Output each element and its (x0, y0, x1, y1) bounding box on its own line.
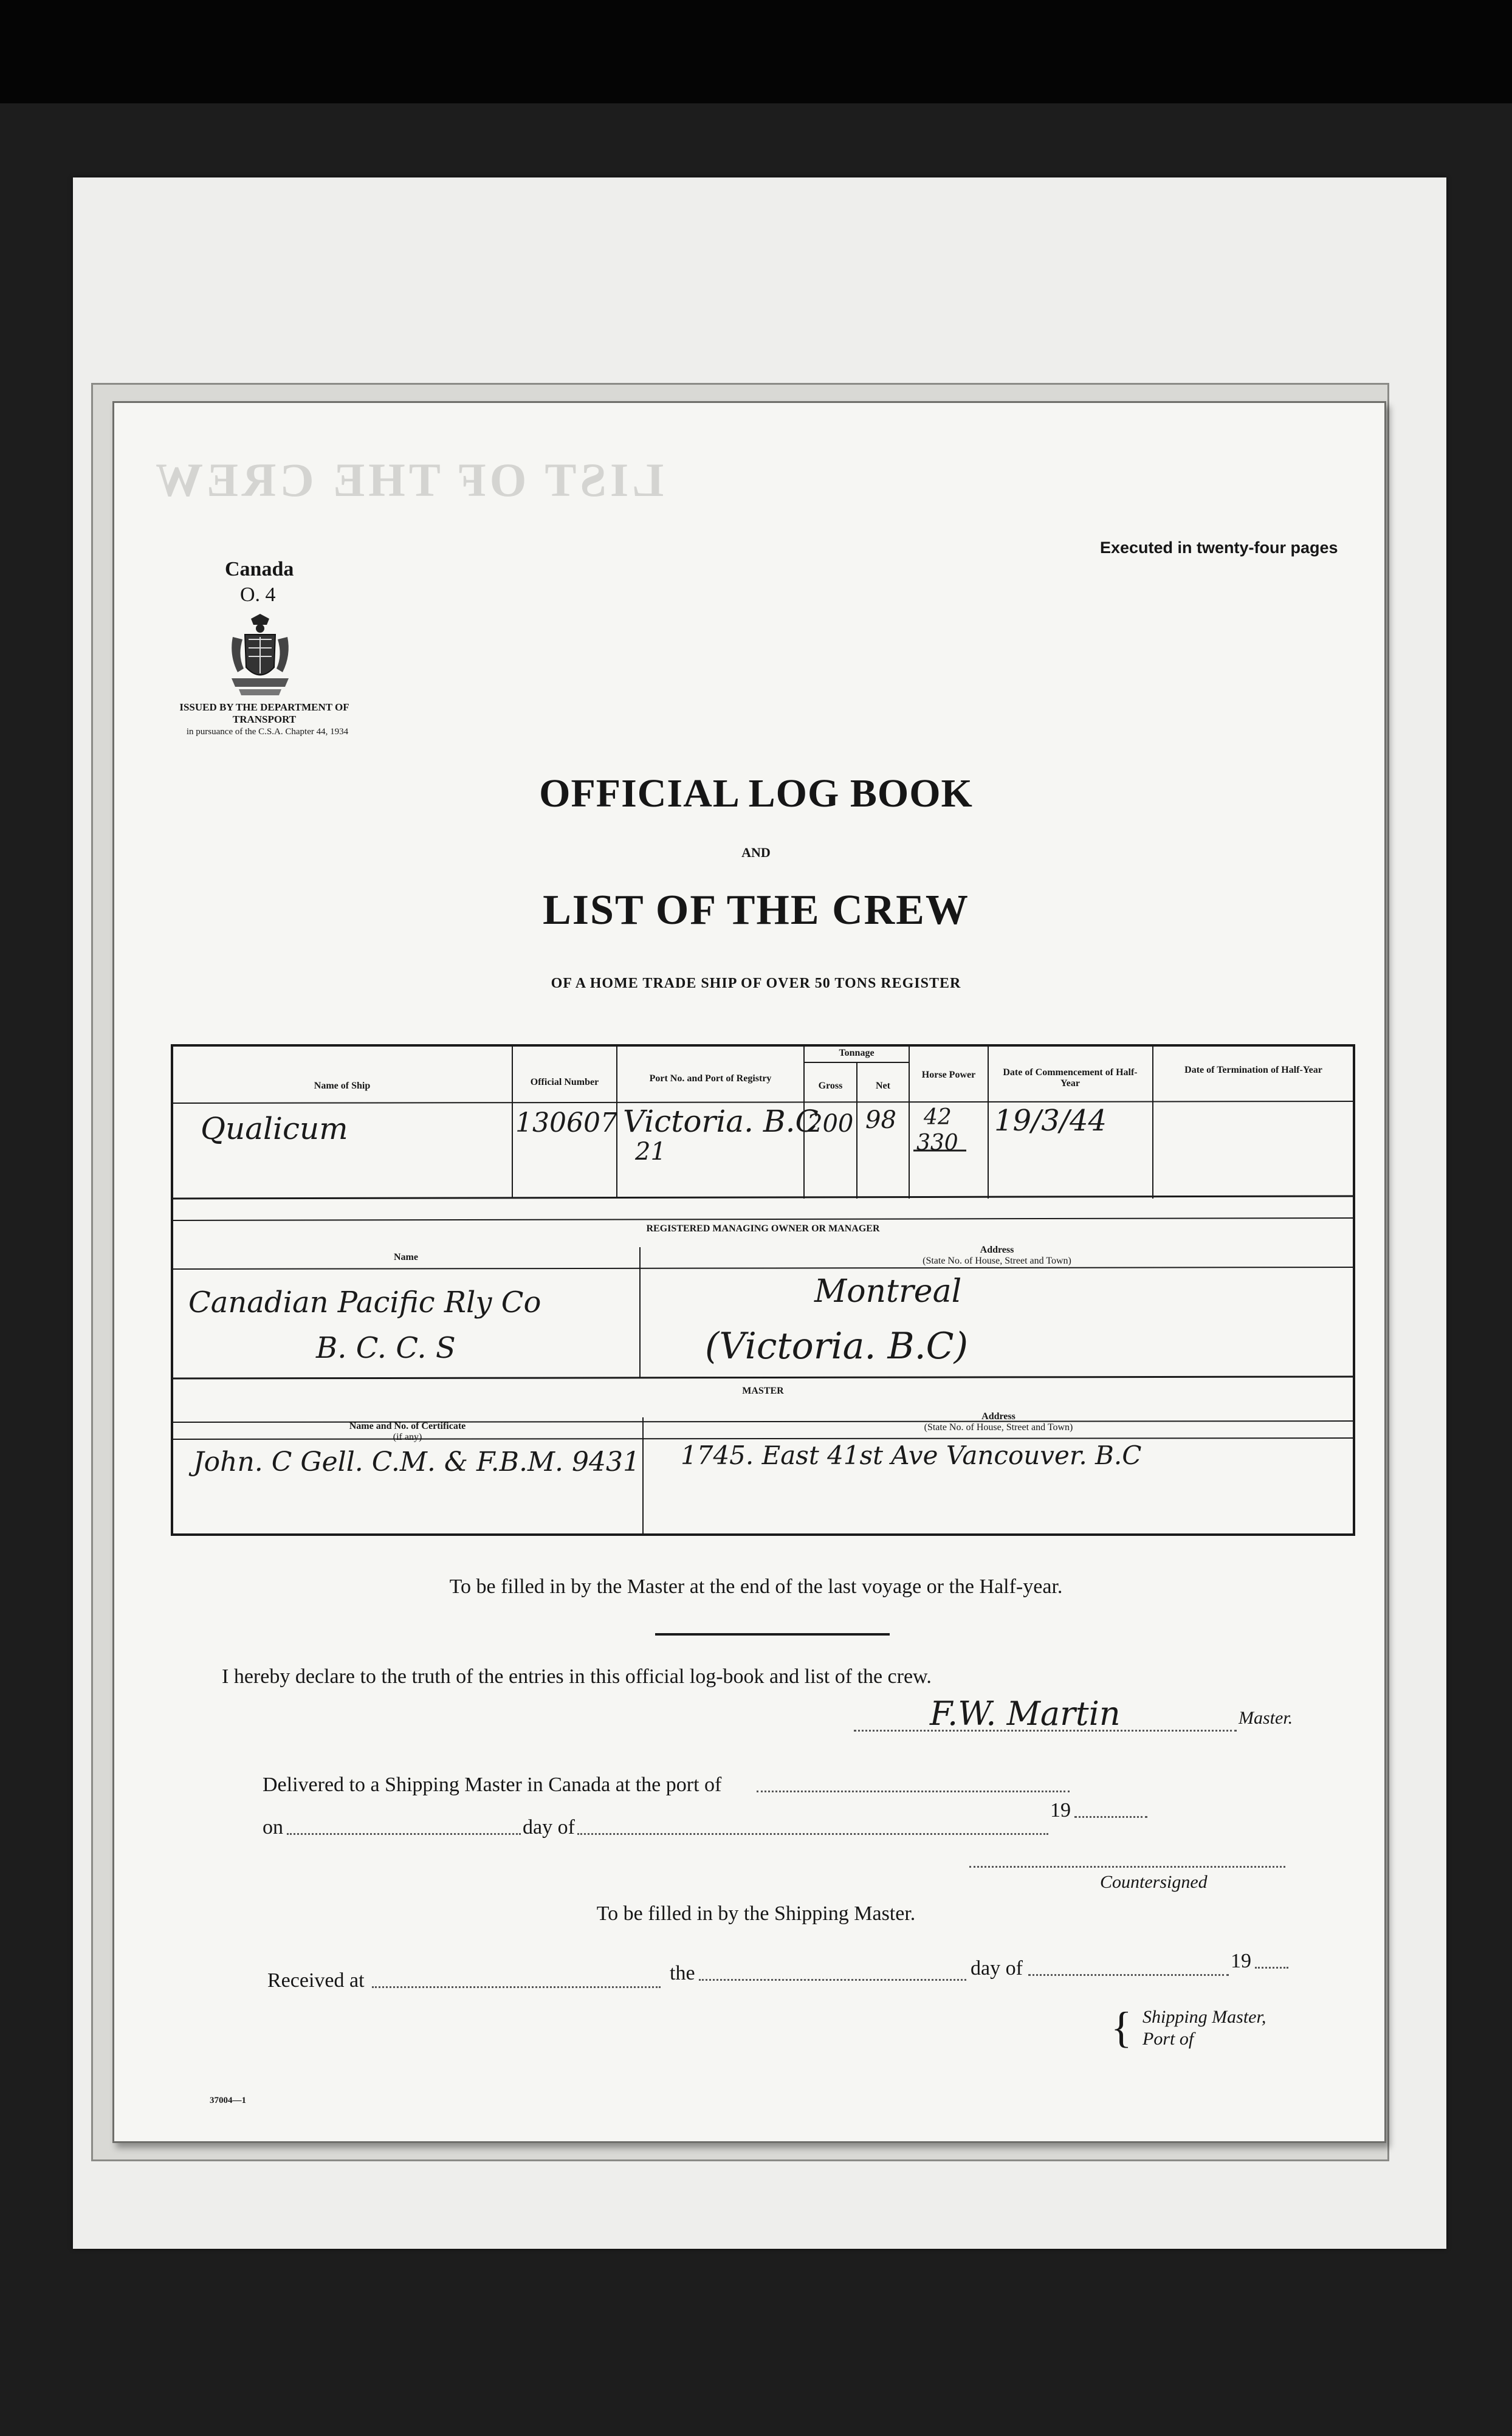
page-subtitle: LIST OF THE CREW (543, 887, 969, 934)
header-net: Net (876, 1081, 890, 1091)
master-name-value: John. C Gell. C.M. & F.B.M. 9431 (193, 1447, 640, 1478)
delivered-label: Delivered to a Shipping Master in Canada at the port of (263, 1774, 722, 1796)
header-port-of-registry: Port No. and Port of Registry (649, 1073, 772, 1084)
form-number: O. 4 (240, 583, 276, 606)
master-address-sublabel: (State No. of House, Street and Town) (924, 1422, 1073, 1433)
horse-power-bottom-value: 330 (916, 1130, 958, 1155)
master-address-value: 1745. East 41st Ave Vancouver. B.C (681, 1440, 1142, 1470)
header-horse-power: Horse Power (921, 1070, 976, 1080)
declaration-text: I hereby declare to the truth of the entries in this official log-book and list of the crew. (222, 1665, 932, 1688)
owner-name-value-2: B. C. C. S (316, 1331, 456, 1365)
day-of-line (577, 1833, 1048, 1835)
owner-address-sublabel: (State No. of House, Street and Town) (923, 1256, 1071, 1266)
day-of-label-2: day of (971, 1957, 1023, 1980)
received-at-label: Received at (267, 1969, 365, 1992)
horse-power-top-value: 42 (924, 1105, 952, 1130)
port-number-value: 21 (635, 1138, 666, 1166)
master-name-label: Name and No. of Certificate (349, 1421, 466, 1431)
ship-name-value: Qualicum (201, 1111, 348, 1146)
owner-section-label: REGISTERED MANAGING OWNER OR MANAGER (646, 1223, 880, 1234)
form-description: OF A HOME TRADE SHIP OF OVER 50 TONS REGISTER (551, 975, 961, 991)
year-line-2 (1255, 1967, 1288, 1969)
master-signature-label: Master. (1239, 1708, 1293, 1728)
issued-by: ISSUED BY THE DEPARTMENT OF TRANSPORT (179, 701, 349, 725)
net-tonnage-value: 98 (865, 1106, 896, 1134)
owner-address-label: Address (980, 1245, 1014, 1255)
port-of-label: Port of (1143, 2029, 1194, 2049)
owner-address-value-2: (Victoria. B.C) (705, 1325, 968, 1368)
header-name-of-ship: Name of Ship (314, 1081, 371, 1091)
countersigned-label: Countersigned (1100, 1872, 1208, 1892)
header-date-termination: Date of Termination of Half-Year (1184, 1065, 1322, 1075)
owner-name-label: Name (394, 1252, 418, 1262)
header-official-number: Official Number (530, 1077, 599, 1087)
countersigned-line (969, 1866, 1285, 1868)
the-date-line (699, 1979, 966, 1981)
header-gross: Gross (818, 1081, 843, 1091)
year-line (1074, 1816, 1147, 1818)
owner-address-value: Montreal (814, 1273, 962, 1310)
shipping-master-note: To be filled in by the Shipping Master. (596, 1902, 916, 1925)
official-number-value: 130607 (515, 1107, 617, 1138)
year-prefix-2: 19 (1231, 1950, 1251, 1972)
header-date-commencement: Date of Commencement of Half-Year (1003, 1067, 1138, 1089)
delivered-port-line (757, 1791, 1070, 1792)
title-conjunction: AND (741, 845, 771, 860)
master-name-sublabel: (if any) (393, 1432, 422, 1442)
on-label: on (263, 1816, 283, 1839)
gross-tonnage-value: 200 (807, 1110, 854, 1138)
date-commencement-value: 19/3/44 (994, 1104, 1107, 1138)
on-date-line (287, 1833, 521, 1835)
owner-name-value: Canadian Pacific Rly Co (188, 1285, 541, 1320)
page-title: OFFICIAL LOG BOOK (539, 771, 973, 816)
header-tonnage: Tonnage (839, 1048, 875, 1058)
master-section-label: MASTER (742, 1386, 784, 1396)
master-signature: F.W. Martin (930, 1695, 1121, 1733)
pursuance-note: in pursuance of the C.S.A. Chapter 44, 1934 (186, 727, 349, 737)
form-code: 37004—1 (210, 2096, 246, 2105)
master-address-label: Address (981, 1411, 1015, 1422)
bleed-through-text: LIST OF THE CREW (152, 453, 664, 506)
shipping-master-label: Shipping Master, (1143, 2007, 1266, 2027)
shipping-master-brace: { (1111, 2003, 1132, 2052)
day-of-label: day of (523, 1816, 575, 1839)
day-of-line-2 (1028, 1974, 1229, 1976)
master-fill-note: To be filled in by the Master at the end of the last voyage or the Half-year. (449, 1575, 1063, 1598)
port-of-registry-value: Victoria. B.C (623, 1104, 819, 1139)
country-label: Canada (225, 558, 294, 580)
year-prefix: 19 (1050, 1799, 1071, 1822)
executed-note: Executed in twenty-four pages (1100, 538, 1338, 557)
received-at-line (372, 1986, 661, 1988)
the-label: the (670, 1962, 695, 1984)
